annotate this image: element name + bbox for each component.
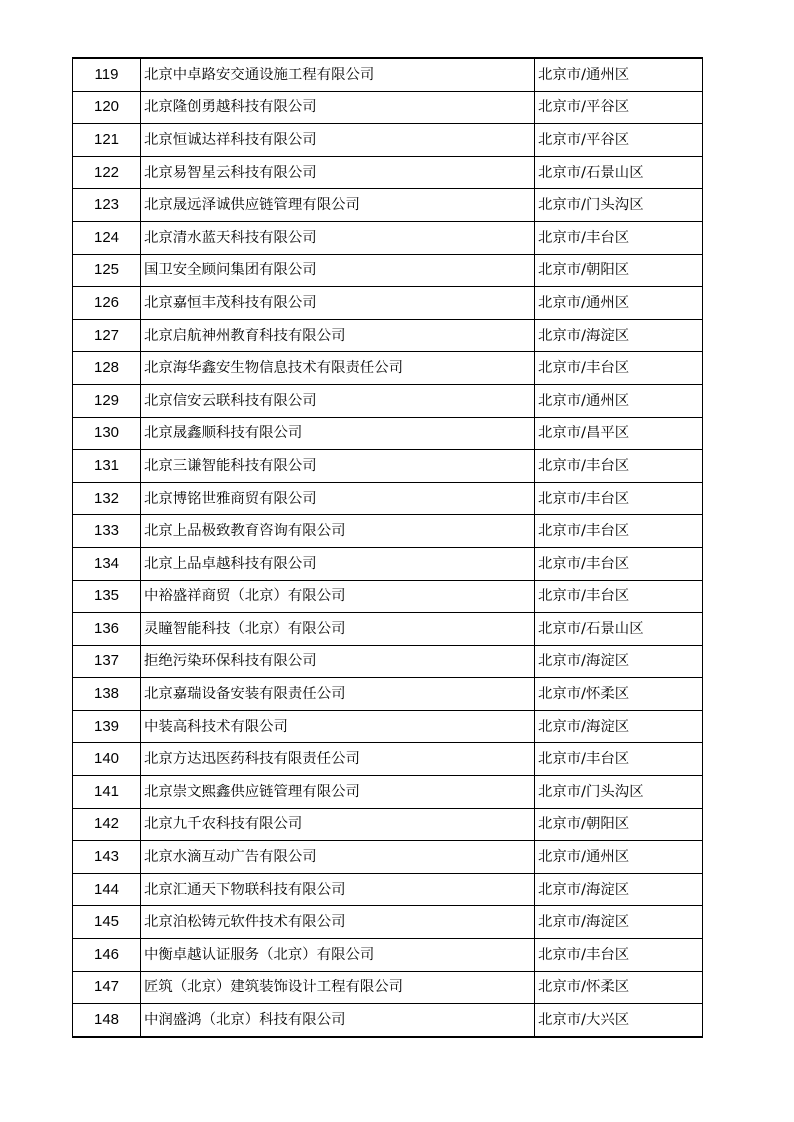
row-number: 131: [73, 450, 141, 483]
row-number: 127: [73, 319, 141, 352]
row-number: 147: [73, 971, 141, 1004]
company-location: 北京市/石景山区: [535, 613, 703, 646]
company-name: 北京三谦智能科技有限公司: [141, 450, 535, 483]
company-location: 北京市/昌平区: [535, 417, 703, 450]
company-location: 北京市/丰台区: [535, 352, 703, 385]
company-location: 北京市/丰台区: [535, 221, 703, 254]
company-name: 匠筑（北京）建筑装饰设计工程有限公司: [141, 971, 535, 1004]
company-location: 北京市/平谷区: [535, 91, 703, 124]
company-name: 北京汇通天下物联科技有限公司: [141, 873, 535, 906]
company-location: 北京市/海淀区: [535, 906, 703, 939]
row-number: 133: [73, 515, 141, 548]
row-number: 140: [73, 743, 141, 776]
table-row: [73, 776, 703, 809]
row-number: 122: [73, 156, 141, 189]
table-row: [73, 189, 703, 222]
company-location: 北京市/海淀区: [535, 319, 703, 352]
table-row: [73, 58, 703, 91]
row-number: 126: [73, 287, 141, 320]
company-location: 北京市/怀柔区: [535, 678, 703, 711]
company-name: 北京中卓路安交通设施工程有限公司: [141, 58, 535, 91]
company-location: 北京市/海淀区: [535, 645, 703, 678]
row-number: 145: [73, 906, 141, 939]
company-name: 北京嘉瑞设备安装有限责任公司: [141, 678, 535, 711]
table-row: [73, 906, 703, 939]
company-location: 北京市/丰台区: [535, 515, 703, 548]
company-name: 北京晟鑫顺科技有限公司: [141, 417, 535, 450]
table-row: [73, 710, 703, 743]
company-location: 北京市/海淀区: [535, 710, 703, 743]
company-list-table: [72, 57, 703, 1038]
row-number: 148: [73, 1004, 141, 1037]
company-name: 北京信安云联科技有限公司: [141, 384, 535, 417]
company-name: 北京上品卓越科技有限公司: [141, 547, 535, 580]
company-location: 北京市/怀柔区: [535, 971, 703, 1004]
company-name: 北京晟远泽诚供应链管理有限公司: [141, 189, 535, 222]
company-location: 北京市/门头沟区: [535, 776, 703, 809]
row-number: 137: [73, 645, 141, 678]
table-row: [73, 124, 703, 157]
table-row: [73, 156, 703, 189]
table-row: [73, 743, 703, 776]
table-row: [73, 678, 703, 711]
row-number: 124: [73, 221, 141, 254]
company-location: 北京市/朝阳区: [535, 808, 703, 841]
table-row: [73, 384, 703, 417]
company-name: 北京嘉恒丰茂科技有限公司: [141, 287, 535, 320]
table-row: [73, 254, 703, 287]
row-number: 136: [73, 613, 141, 646]
company-name: 北京方达迅医药科技有限责任公司: [141, 743, 535, 776]
company-name: 灵瞳智能科技（北京）有限公司: [141, 613, 535, 646]
company-name: 北京九千农科技有限公司: [141, 808, 535, 841]
row-number: 141: [73, 776, 141, 809]
company-location: 北京市/丰台区: [535, 939, 703, 972]
table-row: [73, 450, 703, 483]
table-row: [73, 91, 703, 124]
company-name: 拒绝污染环保科技有限公司: [141, 645, 535, 678]
company-name: 北京海华鑫安生物信息技术有限责任公司: [141, 352, 535, 385]
table-row: [73, 613, 703, 646]
company-name: 北京水滴互动广告有限公司: [141, 841, 535, 874]
company-name: 北京隆创勇越科技有限公司: [141, 91, 535, 124]
table-row: [73, 971, 703, 1004]
company-location: 北京市/通州区: [535, 58, 703, 91]
company-location: 北京市/石景山区: [535, 156, 703, 189]
row-number: 135: [73, 580, 141, 613]
row-number: 134: [73, 547, 141, 580]
row-number: 146: [73, 939, 141, 972]
row-number: 129: [73, 384, 141, 417]
company-location: 北京市/丰台区: [535, 743, 703, 776]
row-number: 144: [73, 873, 141, 906]
company-name: 北京泊松铸元软件技术有限公司: [141, 906, 535, 939]
company-name: 北京恒诚达祥科技有限公司: [141, 124, 535, 157]
company-name: 中衡卓越认证服务（北京）有限公司: [141, 939, 535, 972]
company-name: 北京清水蓝天科技有限公司: [141, 221, 535, 254]
company-location: 北京市/平谷区: [535, 124, 703, 157]
company-name: 北京崇文熙鑫供应链管理有限公司: [141, 776, 535, 809]
company-list-body: [73, 58, 703, 1037]
company-name: 北京上品极致教育咨询有限公司: [141, 515, 535, 548]
company-name: 中裕盛祥商贸（北京）有限公司: [141, 580, 535, 613]
company-location: 北京市/海淀区: [535, 873, 703, 906]
company-location: 北京市/通州区: [535, 384, 703, 417]
row-number: 142: [73, 808, 141, 841]
company-name: 北京易智星云科技有限公司: [141, 156, 535, 189]
company-name: 中润盛鸿（北京）科技有限公司: [141, 1004, 535, 1037]
table-row: [73, 319, 703, 352]
row-number: 128: [73, 352, 141, 385]
table-row: [73, 287, 703, 320]
table-row: [73, 515, 703, 548]
company-location: 北京市/通州区: [535, 841, 703, 874]
company-location: 北京市/丰台区: [535, 450, 703, 483]
company-name: 中装高科技术有限公司: [141, 710, 535, 743]
table-row: [73, 808, 703, 841]
table-row: [73, 547, 703, 580]
row-number: 125: [73, 254, 141, 287]
table-row: [73, 580, 703, 613]
company-name: 北京博铭世雅商贸有限公司: [141, 482, 535, 515]
company-location: 北京市/丰台区: [535, 580, 703, 613]
company-location: 北京市/门头沟区: [535, 189, 703, 222]
row-number: 132: [73, 482, 141, 515]
company-location: 北京市/大兴区: [535, 1004, 703, 1037]
table-row: [73, 873, 703, 906]
row-number: 143: [73, 841, 141, 874]
table-row: [73, 221, 703, 254]
company-location: 北京市/丰台区: [535, 482, 703, 515]
row-number: 121: [73, 124, 141, 157]
table-row: [73, 352, 703, 385]
row-number: 120: [73, 91, 141, 124]
table-row: [73, 482, 703, 515]
company-location: 北京市/朝阳区: [535, 254, 703, 287]
company-location: 北京市/丰台区: [535, 547, 703, 580]
row-number: 123: [73, 189, 141, 222]
company-name: 国卫安全顾问集团有限公司: [141, 254, 535, 287]
row-number: 138: [73, 678, 141, 711]
table-row: [73, 1004, 703, 1037]
table-row: [73, 417, 703, 450]
table-row: [73, 939, 703, 972]
company-name: 北京启航神州教育科技有限公司: [141, 319, 535, 352]
row-number: 139: [73, 710, 141, 743]
row-number: 130: [73, 417, 141, 450]
table-row: [73, 841, 703, 874]
row-number: 119: [73, 58, 141, 91]
table-row: [73, 645, 703, 678]
company-location: 北京市/通州区: [535, 287, 703, 320]
